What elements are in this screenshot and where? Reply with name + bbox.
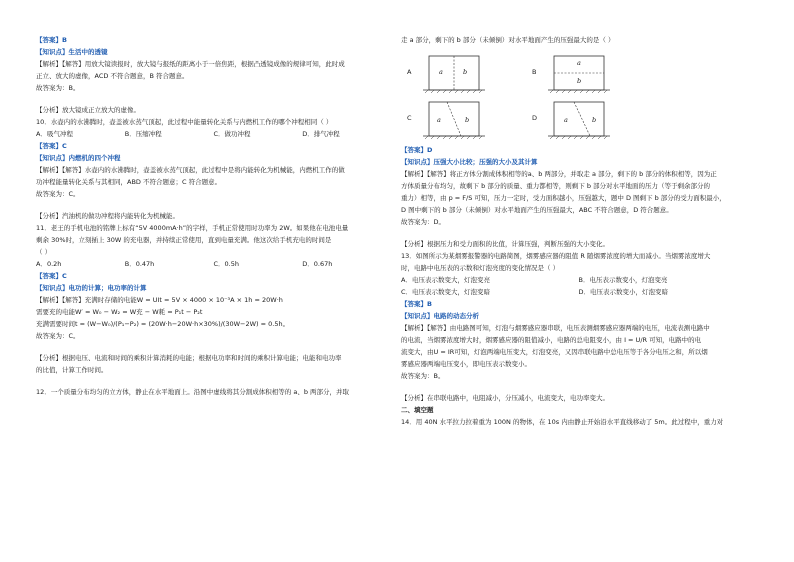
part-label: a <box>564 116 568 124</box>
question-12-figures <box>401 50 651 142</box>
part-label: a <box>577 59 581 67</box>
question-11: 剩余 30%时，立刻插上 30W 的充电器，并持续正常使用，直到电量充满。他这次给手机充电的时间是 <box>36 236 332 244</box>
analysis-text: 重力）相等，由 p = F/S 可知，压力一定时，受力面积越小，压强越大，题中 D 图剩下 b 部分的受力面积最小， <box>401 194 726 202</box>
question-11: （ ） <box>36 248 52 256</box>
analysis-text: D 图中剩下的 b 部分（未倾倒）对水平地面产生的压强最大，ABC 不符合题意，D 符合题意。 <box>401 206 673 214</box>
question-13-options <box>401 276 756 288</box>
knowledge-point: 【知识点】电功的计算；电功率的计算 <box>36 284 147 292</box>
option: C．0.5h <box>213 260 239 268</box>
option: A．电压表示数变大，灯泡变亮 <box>401 276 490 284</box>
summary-text: 【分析】放大镜成正立放大的虚像。 <box>36 106 140 114</box>
cube-diagram <box>526 96 651 142</box>
answer-label: 【答案】B <box>401 300 432 308</box>
option: B．压缩冲程 <box>124 130 162 138</box>
figure-label: D <box>532 114 538 122</box>
figure-d <box>526 96 651 142</box>
option: B．电压表示数变小，灯泡变亮 <box>578 276 668 284</box>
option: D．0.67h <box>302 260 333 268</box>
figure-b <box>526 50 651 96</box>
figure-c <box>401 96 526 142</box>
analysis-text: 雾感应器两端电压变小，即电压表示数变小。 <box>401 360 531 368</box>
option: D．电压表示数变小，灯泡变暗 <box>578 288 669 296</box>
final-answer: 故答案为：C。 <box>36 332 80 340</box>
question-12-cont: 走 a 部分，剩下的 b 部分（未倾倒）对水平地面产生的压强最大的是（ ） <box>401 36 615 44</box>
option: D．排气冲程 <box>302 130 340 138</box>
analysis-text: 【解析】【解答】由电路图可知，灯泡与烟雾感应器串联，电压表测烟雾感应器两端的电压，电流表测电路中 <box>401 324 710 332</box>
summary-text: 【分析】根据电压、电流和时间的乘积计算消耗的电能；根据电功率和时间的乘积计算电能；电能和电功率 <box>36 354 342 362</box>
final-answer: 故答案为：B。 <box>36 84 80 92</box>
question-11-options <box>36 260 391 272</box>
option: C．电压表示数变大，灯泡变暗 <box>401 288 491 296</box>
summary-text: 【分析】在串联电路中，电阻减小，分压减小，电流变大，电功率变大。 <box>401 394 609 402</box>
question-13: 13．如图所示为某烟雾报警器的电路简图，烟雾感应器的阻值 R 随烟雾浓度的增大而减小。当烟雾浓度增大 <box>401 252 711 260</box>
part-label: a <box>439 68 443 76</box>
part-label: a <box>437 116 441 124</box>
left-column <box>36 36 391 400</box>
answer-label: 【答案】C <box>36 272 67 280</box>
option: A．0.2h <box>36 260 62 268</box>
analysis-text: 方体质量分布均匀，故剩下 b 部分的质量、重力都相等，则剩下 b 部分对水平地面的压力（等于剩余部分的 <box>401 182 711 190</box>
analysis-text: 流变大，由U = IR可知，灯泡两端电压变大，灯泡变亮，又因串联电路中总电压等于各分电压之和，所以烟 <box>401 348 708 356</box>
option: A．吸气冲程 <box>36 130 73 138</box>
summary-text: 【分析】根据压力和受力面积的比值，计算压强，判断压强的大小变化。 <box>401 240 609 248</box>
analysis-text: 【解析】【解答】用放大镜读报时，放大镜与报纸的距离小于一倍焦距，根据凸透镜成像的规律可知，此时成 <box>36 60 345 68</box>
analysis-text: 【解析】【解答】水壶内的水沸腾时，壶盖被水蒸气顶起，此过程中是将内能转化为机械能，内燃机工作的做 <box>36 166 345 174</box>
analysis-text: 【解析】【解答】充满时存储的电能W = UIt = 5V × 4000 × 10⁻³A × 1h = 20W·h <box>36 296 283 304</box>
knowledge-point: 【知识点】压强大小比较；压强的大小及其计算 <box>401 158 538 166</box>
part-label: b <box>463 68 468 76</box>
summary-text: 【分析】汽油机的做功冲程将内能转化为机械能。 <box>36 212 179 220</box>
cube-diagram <box>526 50 651 96</box>
figure-label: C <box>407 114 412 122</box>
summary-text: 的比值，计算工作时间。 <box>36 366 108 374</box>
figure-label: A <box>407 68 412 76</box>
final-answer: 故答案为：D。 <box>401 218 446 226</box>
part-label: b <box>465 116 470 124</box>
answer-label: 【答案】C <box>36 142 67 150</box>
right-column <box>401 36 756 430</box>
analysis-formula: 充满需要时间t = (W−W₀)/(P₁−P₂) = (20W·h−20W·h×30%)/(30W−2W) = 0.5h。 <box>36 320 290 328</box>
question-10-options <box>36 130 391 142</box>
section-heading: 二、填空题 <box>401 406 434 414</box>
figure-label: B <box>532 68 537 76</box>
analysis-text: 的电流，当烟雾浓度增大时，烟雾感应器的阻值减小，电路的总电阻变小，由 I = U/R 可知，电路中的电 <box>401 336 702 344</box>
final-answer: 故答案为：B。 <box>401 372 445 380</box>
knowledge-point: 【知识点】内燃机的四个冲程 <box>36 154 121 162</box>
option: B．0.47h <box>124 260 155 268</box>
analysis-text: 功冲程能量转化关系与其相同，ABD 不符合题意；C 符合题意。 <box>36 178 222 186</box>
question-13-options <box>401 288 756 300</box>
part-label: b <box>592 116 597 124</box>
question-10: 10．水壶内的水沸腾时，壶盖被水蒸气顶起，此过程中能量转化关系与内燃机工作的哪个冲程相同（ ） <box>36 118 333 126</box>
question-13: 时，电路中电压表的示数和灯泡亮度的变化情况是（ ） <box>401 264 560 272</box>
question-14: 14．用 40N 水平拉力拉着重为 100N 的物体，在 10s 内由静止开始沿水平直线移动了 5m。此过程中，重力对 <box>401 418 724 426</box>
knowledge-point: 【知识点】生活中的透镜 <box>36 48 108 56</box>
analysis-text: 【解析】【解答】将正方体分割成体积相等的a、b 两部分，并取走 a 部分，剩下的 b 部分的体积相等，因为正 <box>401 170 717 178</box>
option: C．做功冲程 <box>213 130 251 138</box>
question-12: 12．一个质量分布均匀的立方体，静止在水平地面上。沿图中虚线将其分割成体积相等的 a、b 两部分，并取 <box>36 388 350 396</box>
figure-a <box>401 50 526 96</box>
analysis-text: 正立、放大的虚像，ACD 不符合题意，B 符合题意。 <box>36 72 189 80</box>
final-answer: 故答案为：C。 <box>36 190 80 198</box>
cube-diagram <box>401 96 526 142</box>
knowledge-point: 【知识点】电路的动态分析 <box>401 312 479 320</box>
analysis-text: 需要充的电能W′ = W₀ − W₂ = W充 − W耗 = P₁t − P₂t <box>36 308 203 316</box>
answer-label: 【答案】B <box>36 36 67 44</box>
question-11: 11．老王的手机电池的铭牌上标有“5V 4000mA·h”的字样，手机正常使用时功率为 2W。如果他在电池电量 <box>36 224 349 232</box>
answer-label: 【答案】D <box>401 146 433 154</box>
part-label: b <box>577 77 582 85</box>
